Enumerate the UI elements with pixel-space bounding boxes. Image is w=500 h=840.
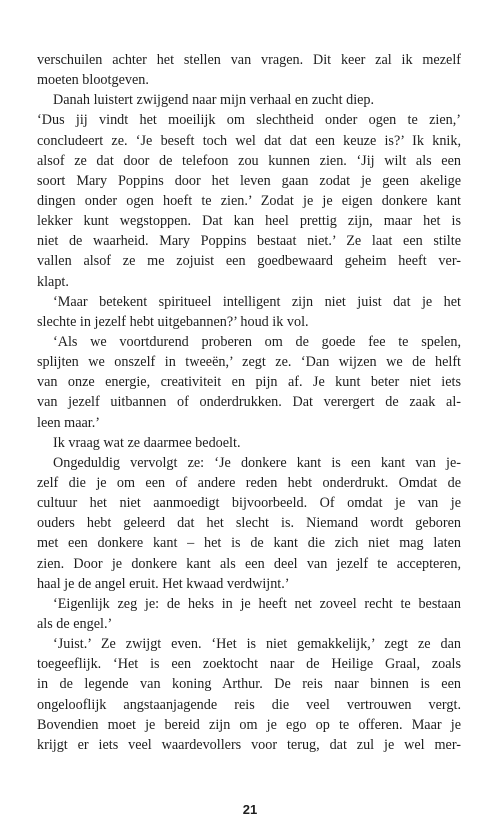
- text-line: toegeeflijk. ‘Het is een zoektocht naar de Heilige Graal, zoals: [37, 656, 461, 673]
- text-line: van onze energie, creativiteit en pijn af. Je kunt beter niet iets: [37, 374, 461, 391]
- text-line: haal je de angel eruit. Het kwaad verdwijnt.’: [37, 575, 290, 592]
- text-line: lekker kunt wegstoppen. Dat kan heel prettig zijn, maar het is: [37, 213, 461, 230]
- text-line: zelf die je om een of andere reden hebt onderdrukt. Omdat de: [37, 474, 461, 491]
- text-line: met een donkere kant – het is de kant die zich niet mag laten: [37, 535, 461, 552]
- text-line: in de legende van koning Arthur. De reis naar binnen is een: [37, 676, 461, 693]
- body-text: [37, 50, 461, 755]
- text-line: vallen alsof ze me zojuist een goedbewaard geheim heeft ver-: [37, 253, 461, 270]
- text-line: cultuur het niet aanmoedigt bijvoorbeeld. Of omdat je van je: [37, 495, 461, 512]
- text-line: ouders hebt geleerd dat het slecht is. Niemand wordt geboren: [37, 515, 461, 532]
- text-line: Ik vraag wat ze daarmee bedoelt.: [53, 434, 241, 451]
- text-line: ‘Eigenlijk zeg je: de heks in je heeft net zoveel recht te bestaan: [53, 595, 461, 612]
- text-line: ‘Als we voortdurend proberen om de goede fee te spelen,: [53, 333, 461, 350]
- text-line: Bovendien moet je bereid zijn om je ego op te offeren. Maar je: [37, 716, 461, 733]
- text-line: krijgt er iets veel waardevollers voor terug, dat zul je wel mer-: [37, 736, 461, 753]
- text-line: slechte in jezelf hebt uitgebannen?’ houd ik vol.: [37, 313, 309, 330]
- page-number: 21: [242, 802, 258, 817]
- text-line: als de engel.’: [37, 615, 113, 632]
- text-line: splijten we onszelf in tweeën,’ zegt ze. ‘Dan wijzen we de helft: [37, 354, 461, 371]
- text-line: ‘Juist.’ Ze zwijgt even. ‘Het is niet gemakkelijk,’ zegt ze dan: [53, 636, 461, 653]
- text-line: moeten blootgeven.: [37, 72, 149, 89]
- text-line: niet de waarheid. Mary Poppins bestaat niet.’ Ze laat een stilte: [37, 233, 461, 250]
- text-line: concludeert ze. ‘Je beseft toch wel dat dat een keuze is?’ Ik knik,: [37, 132, 461, 149]
- text-line: soort Mary Poppins door het leven gaan zodat je geen akelige: [37, 172, 461, 189]
- text-line: ‘Dus jij vindt het moeilijk om slechtheid onder ogen te zien,’: [37, 112, 461, 129]
- text-line: ongelooflijk angstaanjagende reis die veel vertrouwen vergt.: [37, 696, 461, 713]
- text-line: Ongeduldig vervolgt ze: ‘Je donkere kant is een kant van je-: [53, 454, 461, 471]
- text-line: Danah luistert zwijgend naar mijn verhaal en zucht diep.: [53, 92, 375, 109]
- text-line: verschuilen achter het stellen van vragen. Dit keer zal ik mezelf: [37, 52, 461, 68]
- text-line: dingen onder ogen hoeft te zien.’ Zodat je je eigen donkere kant: [37, 192, 461, 209]
- text-line: van jezelf uitbannen of onderdrukken. Dat verergert de zaak al-: [37, 394, 461, 411]
- text-line: alsof ze dat door de telefoon zou kunnen zien. ‘Jij wilt als een: [37, 152, 461, 169]
- text-line: klapt.: [37, 273, 69, 290]
- text-line: ‘Maar betekent spiritueel intelligent zijn niet juist dat je het: [53, 293, 461, 310]
- text-line: leen maar.’: [37, 414, 101, 431]
- text-line: zien. Door je donkere kant als een deel van jezelf te accepteren,: [37, 555, 461, 572]
